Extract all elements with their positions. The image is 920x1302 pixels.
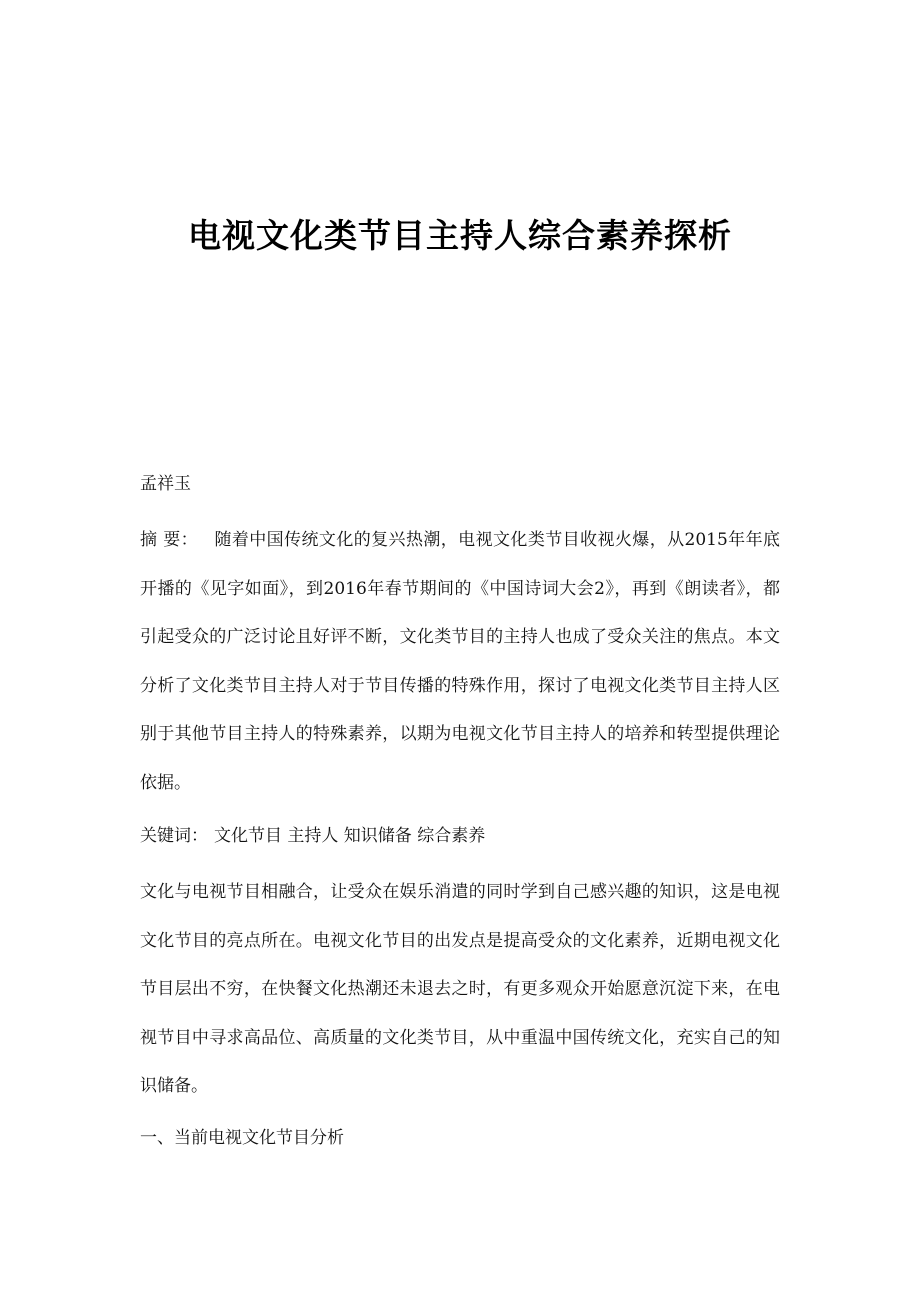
body-paragraph: 文化与电视节目相融合，让受众在娱乐消遣的同时学到自己感兴趣的知识，这是电视文化节目的亮点所在。电视文化节目的出发点是提高受众的文化素养，近期电视文化节目层出不穷，在快餐文化热潮还未退去之时，有更多观众开始愿意沉淀下来，在电视节目中寻求高品位、高质量的文化类节目，从中重温中国传统文化，充实自己的知识储备。 <box>140 882 780 1096</box>
keywords-text: 文化节目 主持人 知识储备 综合素养 <box>214 826 486 846</box>
abstract-block <box>140 516 780 807</box>
keywords-block <box>140 812 780 861</box>
keywords-label: 关键词： <box>140 826 208 846</box>
document-title: 电视文化类节目主持人综合素养探析 <box>188 216 732 255</box>
section-heading: 一、当前电视文化节目分析 <box>140 1128 344 1148</box>
abstract-text: 随着中国传统文化的复兴热潮，电视文化类节目收视火爆，从2015年年底开播的《见字如面》，到2016年春节期间的《中国诗词大会2》，再到《朗读者》，都引起受众的广泛讨论且好评不断，文化类节目的主持人也成了受众关注的焦点。本文分析了文化类节目主持人对于节目传播的特殊作用，探讨了电视文化类节目主持人区别于其他节目主持人的特殊素养，以期为电视文化节目主持人的培养和转型提供理论依据。 <box>140 530 780 793</box>
author-name: 孟祥玉 <box>140 474 191 494</box>
abstract-label: 摘 要： <box>140 530 199 550</box>
